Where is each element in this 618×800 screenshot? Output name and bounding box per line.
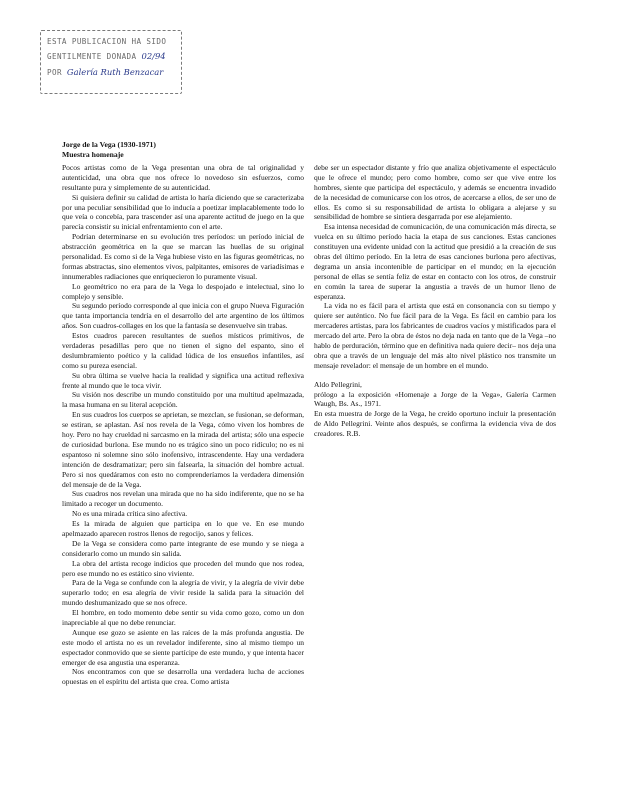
paragraph: Su visión nos describe un mundo constituido por una multitud apelmazada, la masa humana en su literal acepción. (62, 390, 304, 410)
paragraph: Aunque ese gozo se asiente en las raíces de la más profunda angustia. De este modo el artista no es un revelador indiferente, sino al mismo tiempo un espectador conmovido que se siente partícipe de este mundo, y que intenta hacer emerger de esa angustia una esperanza. (62, 627, 304, 667)
paragraph: Su obra última se vuelve hacia la realidad y significa una actitud reflexiva frente al mundo que le toca vivir. (62, 370, 304, 390)
paragraph: Sus cuadros nos revelan una mirada que no ha sido indiferente, que no se ha limitado a recoger un documento. (62, 489, 304, 509)
paragraph: Pocos artistas como de la Vega presentan una obra de tal originalidad y autenticidad, una obra que nos ofrece lo novedoso sin esfuerzos, como resultante pura y simplemente de su autenticidad. (62, 163, 304, 192)
signature-block (314, 380, 556, 410)
stamp-line-3 (47, 65, 175, 81)
paragraph: Nos encontramos con que se desarrolla una verdadera lucha de acciones opuestas en el espíritu del artista que crea. Como artista (62, 667, 304, 687)
paragraph: En sus cuadros los cuerpos se aprietan, se mezclan, se fusionan, se deforman, se estiran, se aplastan. Así nos revela de la Vega, cómo viven los hombres de hoy. Pero no hay crueldad ni sarcasmo en la mirada del artista; sólo una especie de curiosidad burlona. Ese mundo no es trágico sino un poco ridículo; no es ni espantoso ni solemne sino sólo inofensivo, intrascendente. Hay una verdadera intención de desdramatizar; pero sin falsearla, la situación del hombre actual. Pero si nos quedáramos con esto no comprenderíamos la verdadera dimensión del mensaje de de la Vega. (62, 410, 305, 489)
paragraph: Si quisiera definir su calidad de artista lo haría diciendo que se caracterizaba por una peculiar sensibilidad que lo inducía a poetizar implacablemente todo lo que veía o concebía, para trascender así una aparente actitud de juego en la que parecía consistir su inicial enfrentamiento con el arte. (62, 192, 304, 232)
stamp-line-1: ESTA PUBLICACION HA SIDO (47, 37, 167, 46)
editor-note: En esta muestra de Jorge de la Vega, he creído oportuno incluir la presentación de Aldo Pellegrini. Veinte años después, se confirma la evidencia viva de dos creadores. R.B. (314, 409, 556, 439)
paragraph: La vida no es fácil para el artista que está en consonancia con su tiempo y quiere ser auténtico. No fue fácil para de la Vega. Es fácil en cambio para los mercaderes artistas, para los fabricantes de cuadros vacíos y mistificados para el mercado del arte. Pero la obra de éstos no deja nada en tanto que de la Vega –no hablo de perduración, término que en definitiva nada quiere decir– nos deja una obra que a través de un lenguaje del más alto nivel plástico nos transmite un mensaje revelador: el mensaje de un hombre en el mundo. (314, 301, 556, 370)
stamp-date: 02/94 (141, 51, 166, 62)
stamp-donor-handwritten: Galería Ruth Benzacar (66, 67, 164, 78)
paragraph: Para de la Vega se confunde con la alegría de vivir, y la alegría de vivir debe superarlo todo; en esa alegría de vivir reside la salida para la situación del mundo deshumanizado que se nos ofrece. (62, 578, 304, 608)
paragraph: La obra del artista recoge indicios que proceden del mundo que nos rodea, pero ese mundo no es estático sino viviente. (62, 558, 304, 578)
signature-caption: prólogo a la exposición «Homenaje a Jorge de la Vega», Galería Carmen Waugh, Bs. As., 1971. (314, 389, 556, 409)
paragraph: Esa intensa necesidad de comunicación, de una comunicación más directa, se vuelca en su último período hacia la etapa de sus canciones. Estas canciones constituyen una evidente unidad con la actitud que presidió a la creación de sus obras del último período. En la letra de esas canciones burlona pero afectivas, degrama un ansia incontenible de participar en el mundo; en la ejecución personal de ellas se sentía feliz de estar en contacto con los otros, de construir en común la tarea de superar la angustia a través de un humor lleno de esperanza. (314, 222, 556, 301)
paragraph: El hombre, en todo momento debe sentir su vida como gozo, como un don inapreciable al que no debe renunciar. (62, 608, 304, 627)
paragraph: Podrían determinarse en su evolución tres períodos: un período inicial de abstracción geométrica en la que se marcan las huellas de su original personalidad. Es como si de la Vega hubiese visto en las figuras geométricas, no formas abstractas, sino elementos vivos, palpitantes, emisores de variadísimas e innumerables radiaciones que enriquecieron lo puramente visual. (62, 232, 304, 281)
paragraph: Su segundo período corresponde al que inicia con el grupo Nueva Figuración que tanta importancia tendría en el desarrollo del arte argentino de los últimos años. Son cuadros-collages en los que la fantasía se desenvuelve sin trabas. (62, 301, 304, 331)
paragraph: Lo geométrico no era para de la Vega lo despojado e intelectual, sino lo complejo y sensible. (62, 281, 304, 301)
signature-name: Aldo Pellegrini, (314, 379, 362, 389)
stamp-line-2 (47, 49, 175, 65)
stamp-by-label: POR (47, 68, 62, 78)
stamp-donated-label: GENTILMENTE DONADA (47, 52, 137, 62)
right-column (314, 163, 556, 439)
article-subtitle: Muestra homenaje (62, 149, 124, 159)
left-column (62, 163, 304, 687)
donation-stamp (40, 30, 182, 94)
article-title: Jorge de la Vega (1930-1971) (62, 140, 156, 149)
article-heading (62, 140, 156, 159)
paragraph: Es la mirada de alguien que participa en lo que ve. En ese mundo apelmazado aparecen rostros llenos de regocijo, sanos y felices. (62, 519, 304, 538)
paragraph: De la Vega se considera como parte integrante de ese mundo y se niega a considerarlo como un mundo sin salida. (62, 538, 304, 558)
paragraph: debe ser un espectador distante y frío que analiza objetivamente el espectáculo que le ofrece el mundo; pero como hombre, como ser que vive entre los hombres, siente que participa del espectáculo, y además se encuentra invadido de la necesidad de comunicarse con los otros, de acercarse a ellos, de ser uno de ellos. Es como si su responsabilidad de artista lo obligara a alejarse y su sensibilidad de hombre se sintiera desgarrada por ese alejamiento. (314, 163, 556, 222)
paragraph: No es una mirada crítica sino afectiva. (72, 509, 188, 519)
paragraph: Estos cuadros parecen resultantes de sueños místicos primitivos, de verdaderas pesadillas pero que no tienen el signo del espanto, sino el deslumbramiento poético y la calidad lúdica de los ensueños infantiles, así como su pureza esencial. (62, 331, 304, 370)
